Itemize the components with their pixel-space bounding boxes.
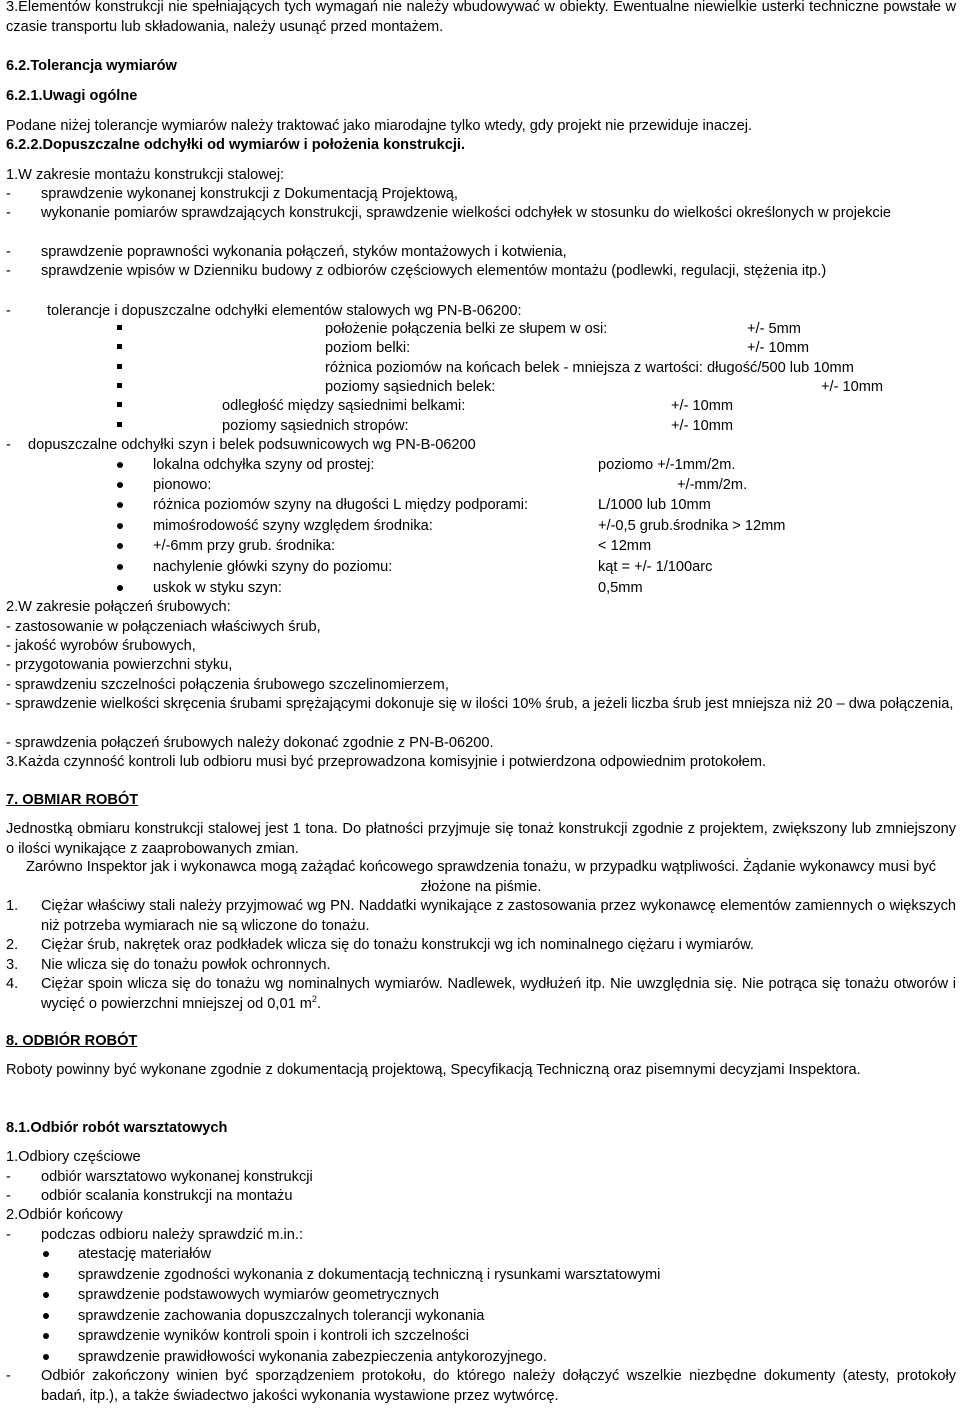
bullet-icon — [117, 564, 123, 570]
bullet-icon — [43, 1251, 49, 1257]
rail-label: różnica poziomów szyny na długości L między podporami: — [153, 497, 529, 513]
montaz-item-1: sprawdzenie wykonanej konstrukcji z Dokumentacją Projektową, — [41, 186, 458, 202]
obmiar-item — [41, 975, 956, 1014]
bullet-icon — [117, 462, 123, 468]
bullet-icon — [117, 502, 123, 508]
rail-label: mimośrodowość szyny względem środnika: — [153, 518, 433, 534]
tolerance-label: różnica poziomów na końcach belek - mniejsza z wartości: długość/500 lub 10mm — [325, 360, 854, 376]
check-item: sprawdzenie wyników kontroli spoin i kontroli ich szczelności — [78, 1328, 469, 1344]
montaz-item-2: wykonanie pomiarów sprawdzających konstrukcji, sprawdzenie wielkości odchyłek w stosunku do wielkości określonych w projekcie — [41, 205, 892, 221]
tolerance-value: +/- 5mm — [747, 321, 801, 337]
montaz-item-4: sprawdzenie wpisów w Dzienniku budowy z odbiorów częściowych elementów montażu (podlewki, regulacji, stężenia itp.) — [41, 263, 827, 279]
square-bullet-icon — [117, 402, 122, 407]
list-number: 3. — [6, 957, 19, 973]
montaz-item-6: dopuszczalne odchyłki szyn i belek podsuwnicowych wg PN-B-06200 — [28, 437, 476, 453]
obmiar-item: Nie wlicza się do tonażu powłok ochronnych. — [41, 957, 331, 973]
montaz-item-3: sprawdzenie poprawności wykonania połączeń, styków montażowych i kotwienia, — [41, 244, 567, 260]
tolerance-value: +/- 10mm — [671, 398, 734, 414]
dash-marker: - — [6, 437, 11, 453]
odbior-paragraph: Roboty powinny być wykonane zgodnie z dokumentacją projektową, Specyfikacją Techniczną oraz pisemnymi decyzjami Inspektora. — [6, 1062, 861, 1078]
square-bullet-icon — [117, 422, 122, 427]
dash-marker: - — [6, 186, 11, 202]
bullet-icon — [117, 543, 123, 549]
dash-marker: - — [6, 1368, 11, 1384]
square-bullet-icon — [117, 325, 122, 330]
dash-marker: - — [6, 1188, 11, 1204]
superscript: 2 — [311, 993, 317, 1004]
tolerance-value: +/- 10mm — [671, 418, 734, 434]
bullet-icon — [43, 1354, 49, 1360]
bolts-item: - zastosowanie w połączeniach właściwych śrub, — [6, 619, 321, 635]
dash-marker: - — [6, 1169, 11, 1185]
list-number: 4. — [6, 976, 19, 992]
montaz-title: 1.W zakresie montażu konstrukcji stalowej: — [6, 167, 285, 183]
dash-marker: - — [6, 263, 11, 279]
tolerance-label: poziomy sąsiednich belek: — [325, 379, 496, 395]
square-bullet-icon — [117, 364, 122, 369]
tolerance-value: +/- 10mm — [747, 340, 810, 356]
bullet-icon — [43, 1292, 49, 1298]
obmiar-item-text: Ciężar spoin wlicza się do tonażu wg nominalnych wymiarów. Nadlewek, wydłużeń itp. Nie uwzględnia się. Nie potrąca się tonażu otworów i wycięć o powierzchni mniejszej od 0,01 m — [41, 976, 956, 1012]
check-item: atestację materiałów — [78, 1246, 212, 1262]
rail-label: lokalna odchyłka szyny od prostej: — [153, 457, 375, 473]
bullet-icon — [43, 1313, 49, 1319]
montaz-item-5: tolerancje i dopuszczalne odchyłki elementów stalowych wg PN-B-06200: — [47, 303, 522, 319]
dash-marker: - — [6, 1227, 11, 1243]
bullet-icon — [117, 523, 123, 529]
square-bullet-icon — [117, 344, 122, 349]
bullet-icon — [117, 585, 123, 591]
bullet-icon — [117, 482, 123, 488]
intro-paragraph: 3.Elementów konstrukcji nie spełniających tych wymagań nie należy wbudowywać w obiekty. Ewentualne niewielkie usterki techniczne powstałe w czasie transportu lub składowania, należy usunąć przed montażem. — [6, 0, 956, 35]
check-item: sprawdzenie prawidłowości wykonania zabezpieczenia antykorozyjnego. — [78, 1349, 547, 1365]
section-heading-8-1: 8.1.Odbiór robót warsztatowych — [6, 1120, 228, 1136]
obmiar-paragraph-2: Zarówno Inspektor jak i wykonawca mogą zażądać końcowego sprawdzenia tonażu, w przypadku wątpliwości. Żądanie wykonawcy musi być złożone na piśmie. — [25, 859, 937, 895]
dash-marker: - — [6, 303, 11, 319]
rail-value: +/-0,5 grub.środnika > 12mm — [598, 518, 786, 534]
square-bullet-icon — [117, 383, 122, 388]
tolerance-value: +/- 10mm — [821, 379, 884, 395]
tolerance-label: poziomy sąsiednich stropów: — [222, 418, 409, 434]
rail-value: 0,5mm — [598, 580, 643, 596]
list-number: 2. — [6, 937, 19, 953]
check-item: sprawdzenie zgodności wykonania z dokumentacją techniczną i rysunkami warsztatowymi — [78, 1267, 661, 1283]
section-heading-6-2-2: 6.2.2.Dopuszczalne odchyłki od wymiarów i położenia konstrukcji. — [6, 137, 466, 153]
check-item: sprawdzenie zachowania dopuszczalnych tolerancji wykonania — [78, 1308, 485, 1324]
bolts-item: - przygotowania powierzchni styku, — [6, 657, 233, 673]
rail-label: +/-6mm przy grub. środnika: — [153, 538, 336, 554]
check-item: sprawdzenie podstawowych wymiarów geometrycznych — [78, 1287, 439, 1303]
dash-marker: - — [6, 205, 11, 221]
dash-marker: - — [6, 244, 11, 260]
paragraph-uwagi: Podane niżej tolerancje wymiarów należy traktować jako miarodajne tylko wtedy, gdy projekt nie przewiduje inaczej. — [6, 118, 752, 134]
tolerance-label: położenie połączenia belki ze słupem w osi: — [325, 321, 608, 337]
tolerance-label: odległość między sąsiednimi belkami: — [222, 398, 466, 414]
odbior-intro: podczas odbioru należy sprawdzić m.in.: — [41, 1227, 304, 1243]
rail-value: poziomo +/-1mm/2m. — [598, 457, 736, 473]
control-note: 3.Każda czynność kontroli lub odbioru musi być przeprowadzona komisyjnie i potwierdzona odpowiednim protokołem. — [6, 754, 767, 770]
odbiory-czesciowe: 1.Odbiory częściowe — [6, 1149, 141, 1165]
rail-value: < 12mm — [598, 538, 652, 554]
odbior-koncowy: 2.Odbiór końcowy — [6, 1207, 123, 1223]
odbior-item: odbiór warsztatowo wykonanej konstrukcji — [41, 1169, 313, 1185]
final-paragraph: Odbiór zakończony winien być sporządzeniem protokołu, do którego należy dołączyć wszelkie niezbędne dokumenty (atesty, protokoły badań, itp.), a także świadectwo jakości wykonania wystawione przez wytwórcę. — [41, 1368, 956, 1404]
bullet-icon — [43, 1272, 49, 1278]
section-heading-6-2: 6.2.Tolerancja wymiarów — [6, 58, 177, 74]
bolts-item: - sprawdzeniu szczelności połączenia śrubowego szczelinomierzem, — [6, 677, 449, 693]
obmiar-paragraph: Jednostką obmiaru konstrukcji stalowej jest 1 tona. Do płatności przyjmuje się tonaż konstrukcji zgodnie z projektem, zwiększony lub zmniejszony o ilości wynikające z zaaprobowanych zmian. — [6, 821, 956, 857]
rail-label: uskok w styku szyn: — [153, 580, 282, 596]
obmiar-item: Ciężar właściwy stali należy przyjmować wg PN. Naddatki wynikające z zastosowania przez wykonawcę elementów zamiennych o większych niż potrzeba wymiarach nie są wliczone do tonażu. — [41, 898, 956, 934]
rail-value: +/-mm/2m. — [677, 477, 748, 493]
odbior-item: odbiór scalania konstrukcji na montażu — [41, 1188, 293, 1204]
section-heading-6-2-1: 6.2.1.Uwagi ogólne — [6, 88, 138, 104]
section-heading-8: 8. ODBIÓR ROBÓT — [6, 1033, 138, 1049]
obmiar-item: Ciężar śrub, nakrętek oraz podkładek wlicza się do tonażu konstrukcji wg ich nominalnego ciężaru i wymiarów. — [41, 937, 754, 953]
bolts-item: - jakość wyrobów śrubowych, — [6, 638, 196, 654]
bolts-item: - sprawdzenie wielkości skręcenia śrubami sprężającymi dokonuje się w ilości 10% śrub, a jeżeli liczba śrub jest mniejsza niż 20 – dwa połączenia, — [6, 696, 954, 712]
list-number: 1. — [6, 898, 19, 914]
obmiar-item-end: . — [316, 995, 321, 1012]
bullet-icon — [43, 1333, 49, 1339]
section-heading-7: 7. OBMIAR ROBÓT — [6, 792, 139, 808]
rail-value: L/1000 lub 10mm — [598, 497, 711, 513]
bolts-item: - sprawdzenia połączeń śrubowych należy dokonać zgodnie z PN-B-06200. — [6, 735, 494, 751]
tolerance-label: poziom belki: — [325, 340, 411, 356]
rail-label: nachylenie główki szyny do poziomu: — [153, 559, 393, 575]
rail-label: pionowo: — [153, 477, 212, 493]
bolts-title: 2.W zakresie połączeń śrubowych: — [6, 599, 231, 615]
rail-value: kąt = +/- 1/100arc — [598, 559, 713, 575]
